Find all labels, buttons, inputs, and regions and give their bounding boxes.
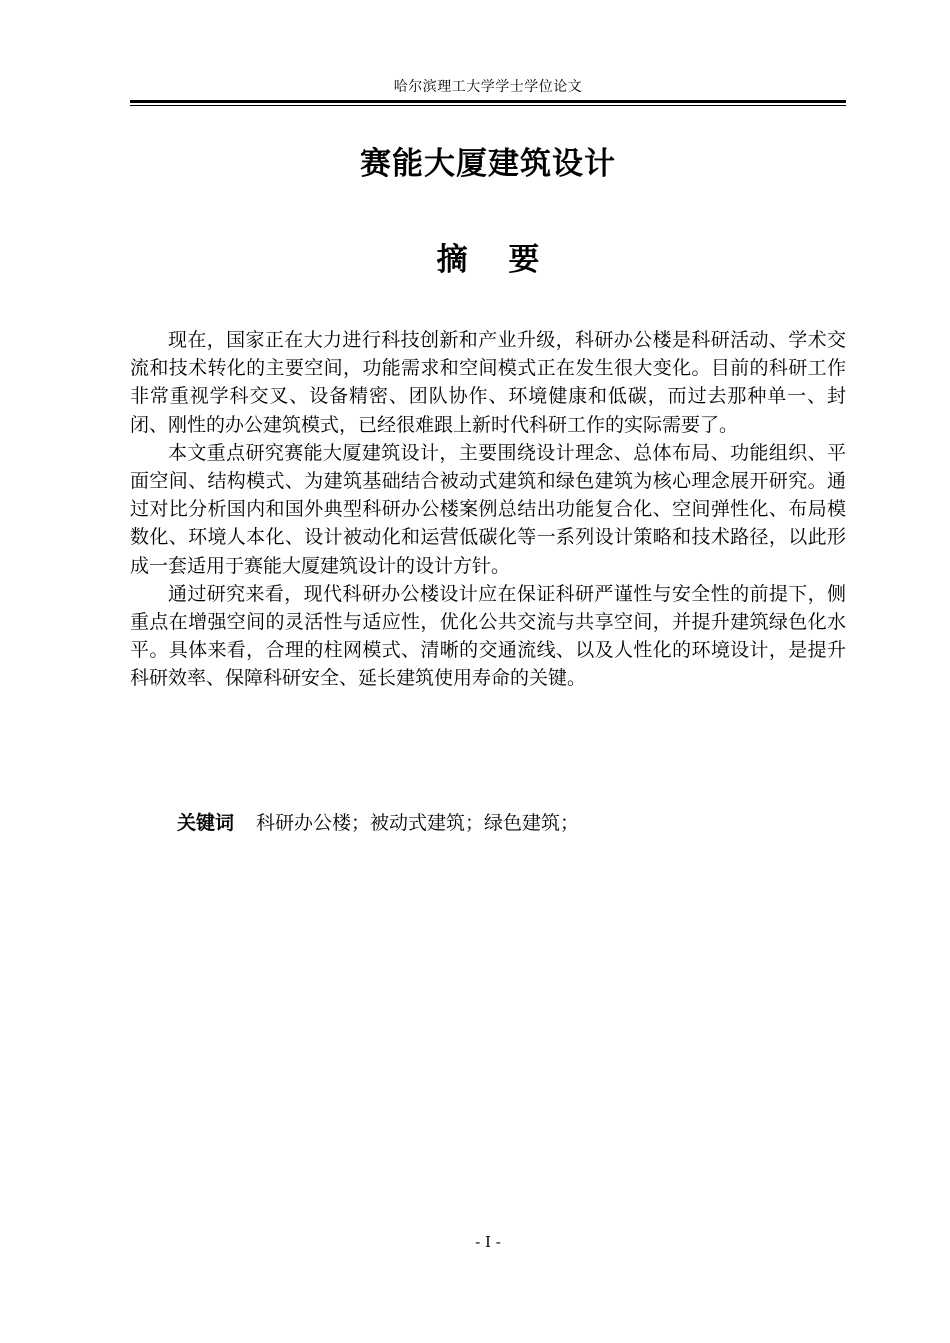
keywords-label: 关键词 — [177, 812, 235, 834]
abstract-body — [130, 326, 846, 693]
header-rule-thin — [130, 105, 846, 106]
running-header: 哈尔滨理工大学学士学位论文 — [393, 79, 583, 95]
keywords-line — [177, 809, 846, 837]
abstract-paragraph-2: 本文重点研究赛能大厦建筑设计，主要围绕设计理念、总体布局、功能组织、平面空间、结构模式、为建筑基础结合被动式建筑和绿色建筑为核心理念展开研究。通过对比分析国内和国外典型科研办公楼案例总结出功能复合化、空间弹性化、布局模数化、环境人本化、设计被动化和运营低碳化等一系列设计策略和技术路径，以此形成一套适用于赛能大厦建筑设计的设计方针。 — [130, 441, 846, 577]
keywords-list: 科研办公楼；被动式建筑；绿色建筑； — [256, 812, 580, 834]
abstract-heading: 摘 要 — [436, 242, 540, 278]
header-rule-thick — [130, 100, 846, 103]
abstract-paragraph-1: 现在，国家正在大力进行科技创新和产业升级，科研办公楼是科研活动、学术交流和技术转化的主要空间，功能需求和空间模式正在发生很大变化。目前的科研工作非常重视学科交叉、设备精密、团队协作、环境健康和低碳，而过去那种单一、封闭、刚性的办公建筑模式，已经很难跟上新时代科研工作的实际需要了。 — [130, 329, 846, 436]
abstract-paragraph-3: 通过研究来看，现代科研办公楼设计应在保证科研严谨性与安全性的前提下，侧重点在增强空间的灵活性与适应性，优化公共交流与共享空间，并提升建筑绿色化水平。具体来看，合理的柱网模式、清晰的交通流线、以及人性化的环境设计，是提升科研效率、保障科研安全、延长建筑使用寿命的关键。 — [130, 582, 846, 690]
thesis-title: 赛能大厦建筑设计 — [360, 146, 616, 182]
page-number: - I - — [475, 1233, 501, 1251]
